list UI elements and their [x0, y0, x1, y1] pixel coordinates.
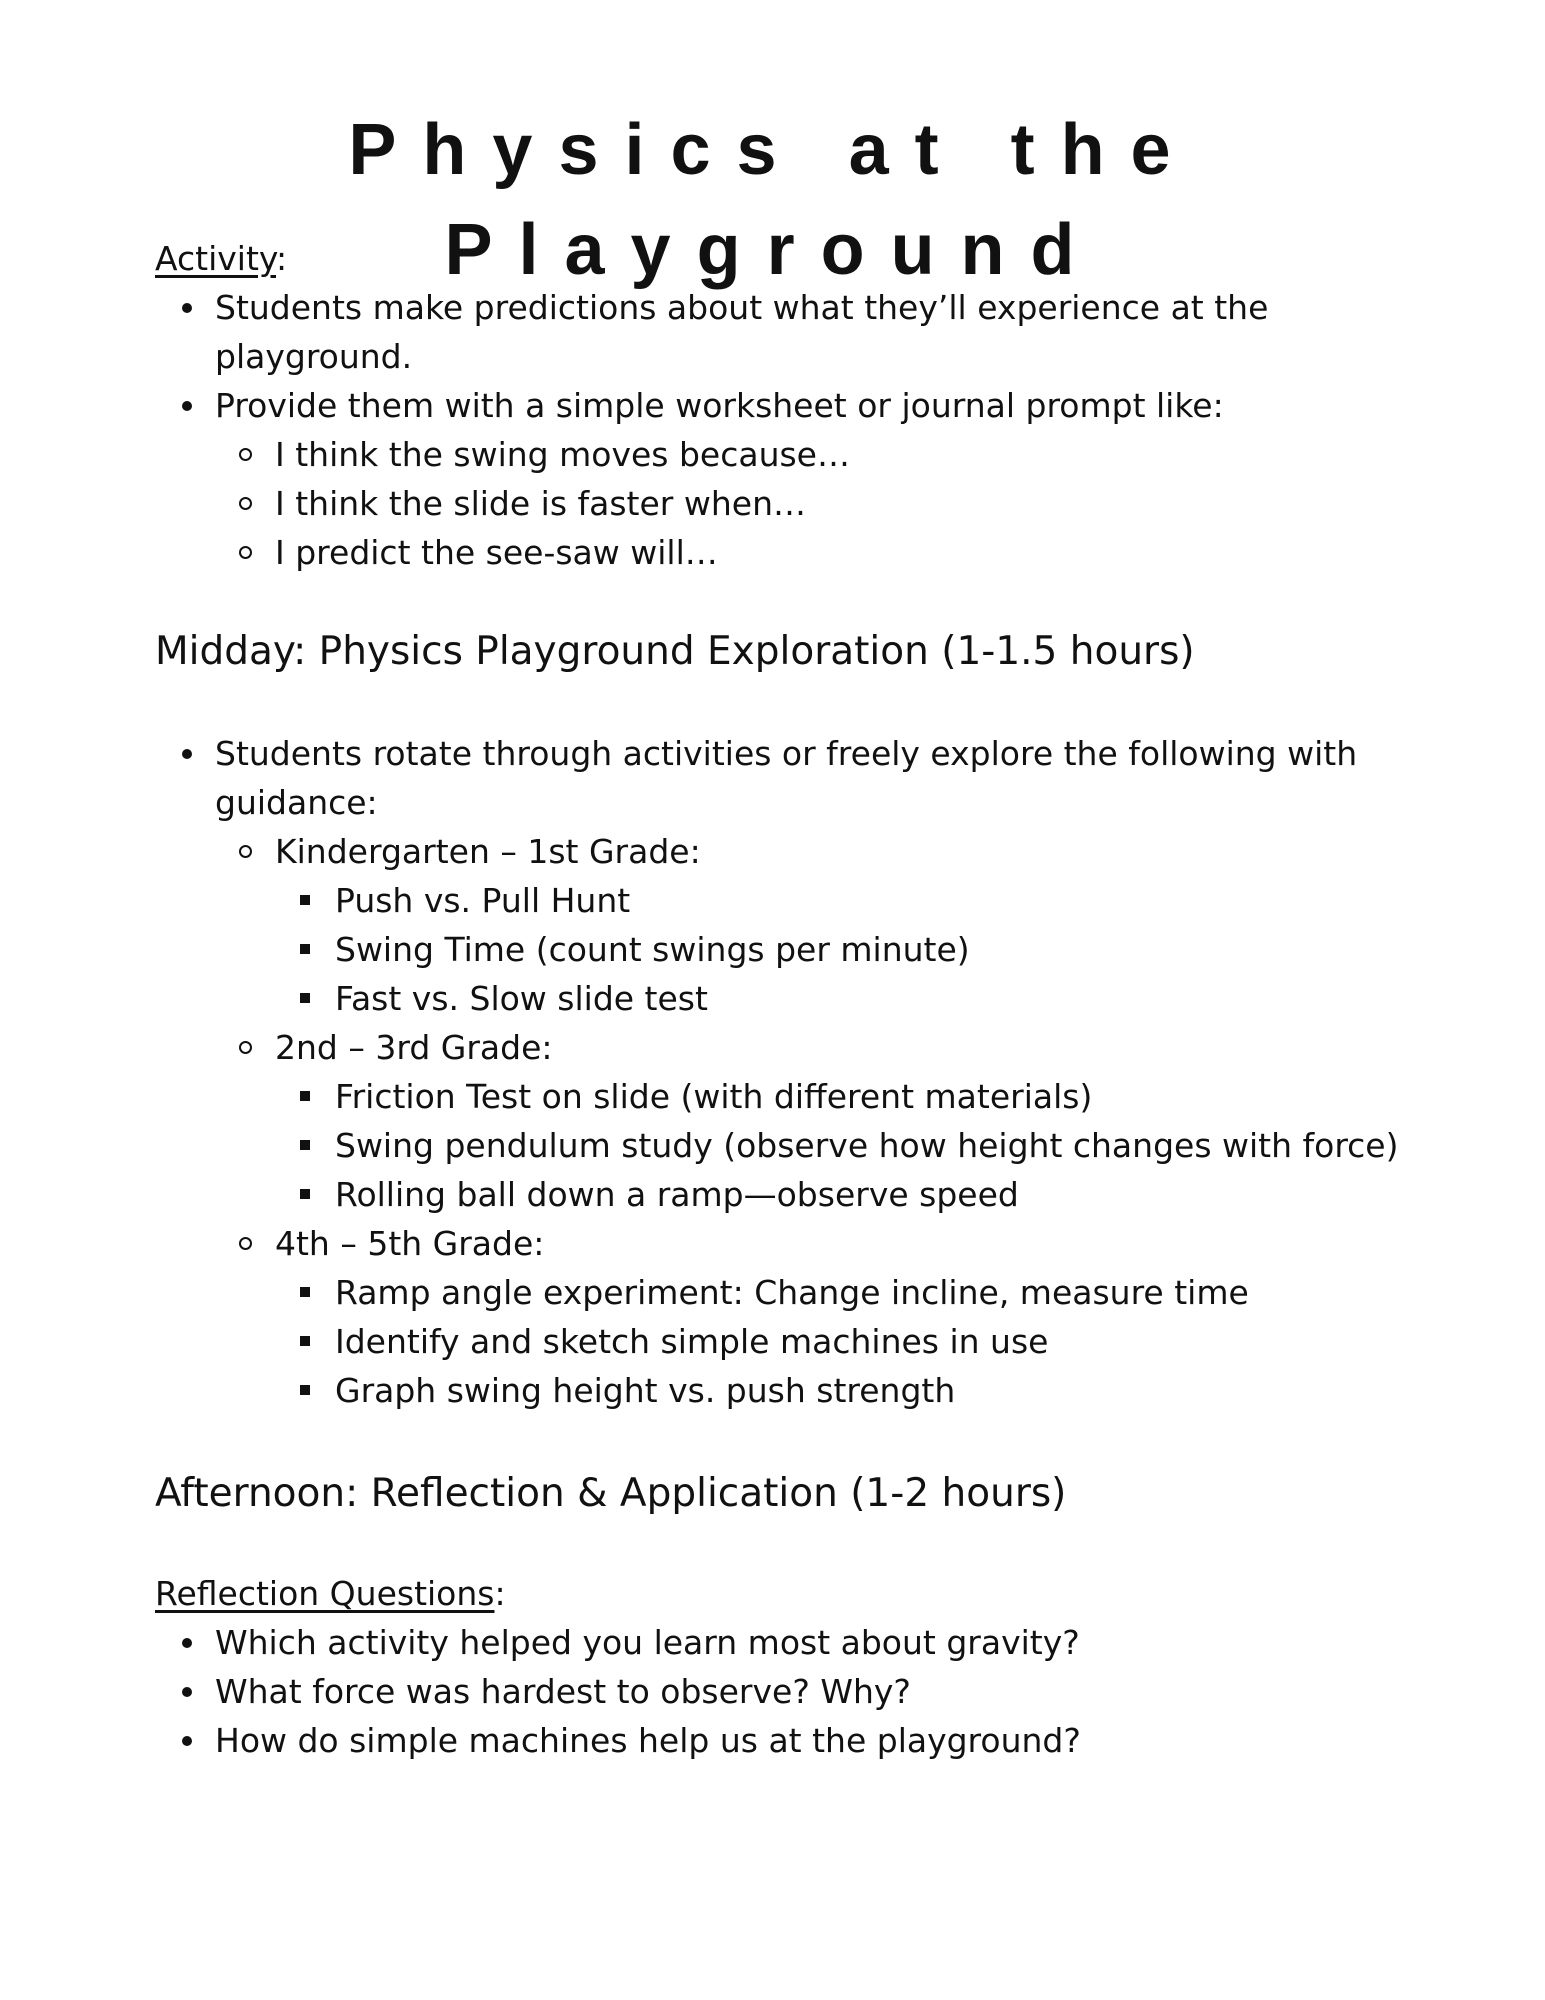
activity-label: Activity:: [155, 239, 288, 278]
list-item: Friction Test on slide (with different materials): [275, 1072, 1415, 1121]
list-item: Which activity helped you learn most about gravity?: [155, 1618, 1415, 1667]
activity-items: [275, 1072, 1415, 1219]
list-item: Ramp angle experiment: Change incline, measure time: [275, 1268, 1415, 1317]
list-item: Swing Time (count swings per minute): [275, 925, 1415, 974]
midday-list: [155, 729, 1415, 1415]
list-item: Swing pendulum study (observe how height changes with force): [275, 1121, 1415, 1170]
grade-group: 4th – 5th Grade: Ramp angle experiment: Change incline, measure time Identify and sketch simple machines in use Graph swing height vs. push strength: [215, 1219, 1415, 1415]
list-item: I think the swing moves because…: [215, 430, 1415, 479]
list-item: What force was hardest to observe? Why?: [155, 1667, 1415, 1716]
document-content: [155, 234, 1415, 1765]
activity-items: [275, 876, 1415, 1023]
list-item: Rolling ball down a ramp—observe speed: [275, 1170, 1415, 1219]
list-item: I predict the see-saw will…: [215, 528, 1415, 577]
list-item: How do simple machines help us at the playground?: [155, 1716, 1415, 1765]
reflection-label: Reflection Questions:: [155, 1574, 506, 1613]
prompt-list: [215, 430, 1415, 577]
grade-group: 2nd – 3rd Grade: Friction Test on slide (with different materials) Swing pendulum study (observe how height changes with force) Rolling ball down a ramp—observe speed: [215, 1023, 1415, 1219]
list-item: Students rotate through activities or freely explore the following with guidance: Kindergarten – 1st Grade: Push vs. Pull Hunt Swing Time (count swings per minute) Fast vs. Slow slide test 2nd – 3rd Grade: Friction Test on slide (with different materials) Swing pendulum study (observe how height changes with force) Rolling ball down a ramp—observe speed 4th – 5th Grade: Ramp angle experiment: Change incline, measure time Identify and sketch simple machines in use Graph swing height vs. push strength: [155, 729, 1415, 1415]
activity-items: [275, 1268, 1415, 1415]
grade-group-list: [215, 827, 1415, 1415]
page-title: Physics at the Playground: [348, 110, 1197, 290]
activity-list: [155, 283, 1415, 577]
list-item: Push vs. Pull Hunt: [275, 876, 1415, 925]
list-item: I think the slide is faster when…: [215, 479, 1415, 528]
reflection-list: [155, 1618, 1415, 1765]
list-item: Students make predictions about what they’ll experience at the playground.: [155, 283, 1415, 381]
list-item: Identify and sketch simple machines in use: [275, 1317, 1415, 1366]
list-item: Fast vs. Slow slide test: [275, 974, 1415, 1023]
afternoon-heading: Afternoon: Reflection & Application (1-2 hours): [155, 1471, 1067, 1516]
list-item: Provide them with a simple worksheet or journal prompt like: I think the swing moves because… I think the slide is faster when… I predict the see-saw will…: [155, 381, 1415, 577]
midday-heading: Midday: Physics Playground Exploration (1-1.5 hours): [155, 629, 1195, 674]
list-item: Graph swing height vs. push strength: [275, 1366, 1415, 1415]
grade-group: Kindergarten – 1st Grade: Push vs. Pull Hunt Swing Time (count swings per minute) Fast vs. Slow slide test: [215, 827, 1415, 1023]
